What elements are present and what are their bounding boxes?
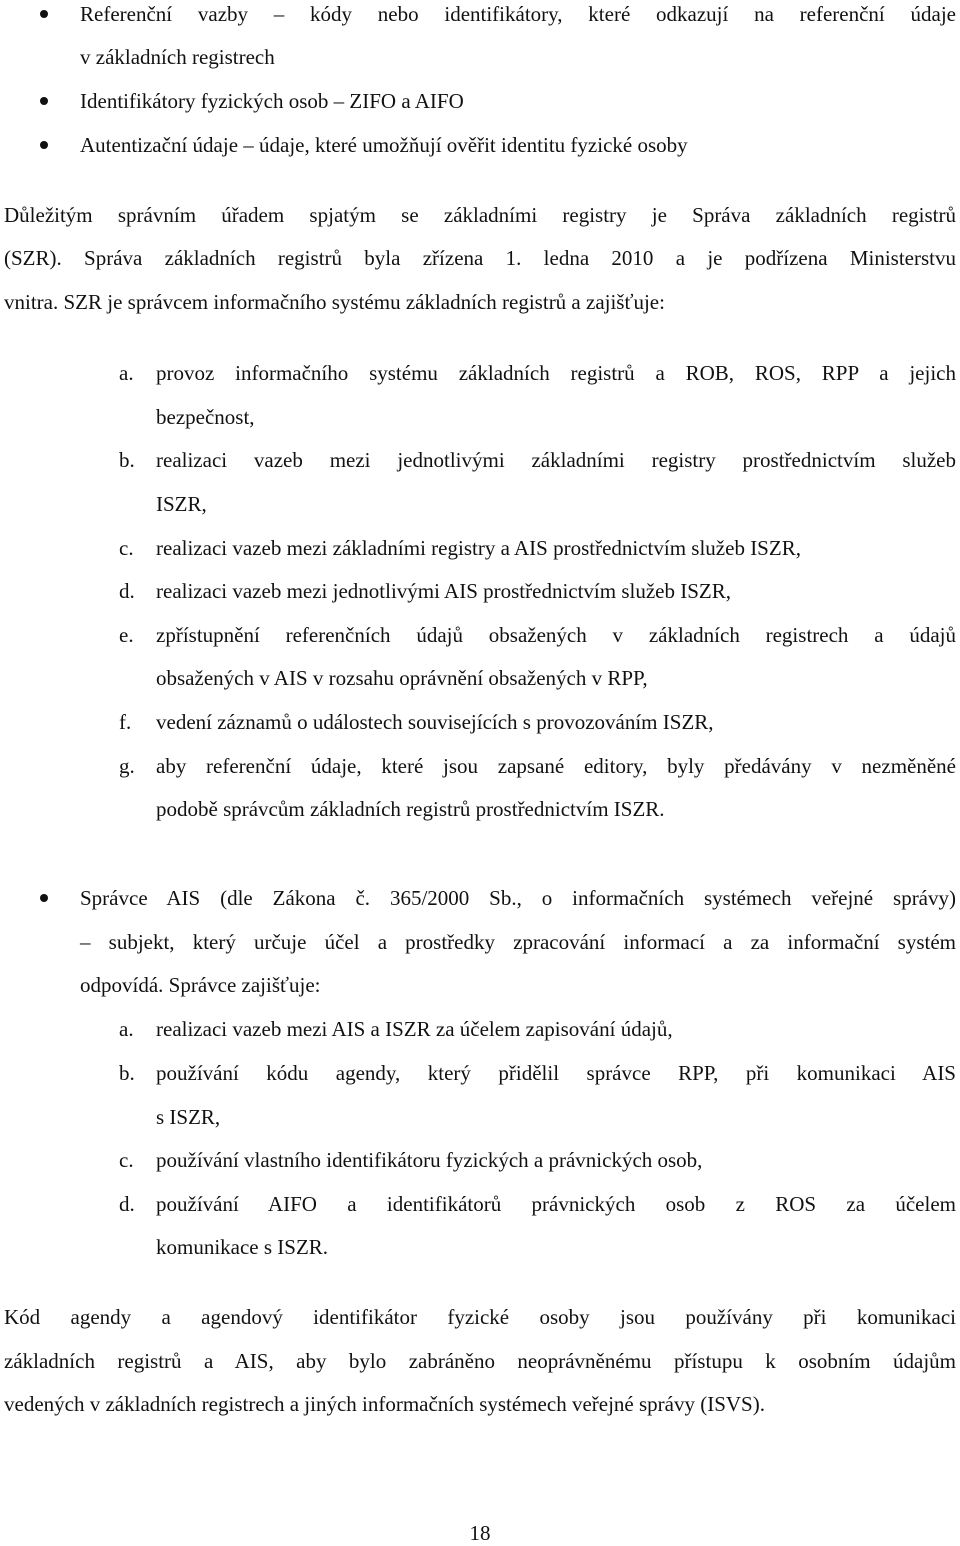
- bullet-ais-line-1: Správce AIS (dle Zákona č. 365/2000 Sb., o informačních systémech veřejné správy): [80, 886, 956, 910]
- list-item-d: realizaci vazeb mezi jednotlivými AIS prostřednictvím služeb ISZR,: [156, 579, 732, 603]
- para1-line-2: (SZR). Správa základních registrů byla zřízena 1. ledna 2010 a je podřízena Ministerstvu: [4, 246, 956, 270]
- list-item-e-line-1: zpřístupnění referenčních údajů obsažených v základních registrech a údajů: [156, 623, 956, 647]
- bullet-item-1-line-1: Referenční vazby – kódy nebo identifikátory, které odkazují na referenční údaje: [80, 2, 956, 26]
- list-marker: d.: [119, 1192, 135, 1216]
- bullet-item-2: Identifikátory fyzických osob – ZIFO a AIFO: [80, 89, 464, 113]
- ais-item-b-line-1: používání kódu agendy, který přidělil správce RPP, při komunikaci AIS: [156, 1061, 956, 1085]
- list-marker: c.: [119, 1148, 134, 1172]
- para2-line-3: vedených v základních registrech a jiných informačních systémech veřejné správy (ISVS).: [4, 1392, 765, 1416]
- bullet-dot: [40, 141, 48, 149]
- bullet-ais-line-2: – subjekt, který určuje účel a prostředky zpracování informací a za informační systém: [80, 930, 956, 954]
- para1-line-1: Důležitým správním úřadem spjatým se základními registry je Správa základních registrů: [4, 203, 956, 227]
- page-number: 18: [469, 1521, 491, 1545]
- ais-item-c: používání vlastního identifikátoru fyzických a právnických osob,: [156, 1148, 703, 1172]
- bullet-item-3: Autentizační údaje – údaje, které umožňují ověřit identitu fyzické osoby: [80, 133, 688, 157]
- list-marker: a.: [119, 1017, 134, 1041]
- bullet-dot: [40, 97, 48, 105]
- list-marker: d.: [119, 579, 135, 603]
- list-marker: c.: [119, 536, 134, 560]
- list-marker: b.: [119, 1061, 135, 1085]
- ais-item-d-line-1: používání AIFO a identifikátorů právnických osob z ROS za účelem: [156, 1192, 956, 1216]
- ais-item-b-line-2: s ISZR,: [156, 1105, 221, 1129]
- list-item-a-line-1: provoz informačního systému základních registrů a ROB, ROS, RPP a jejich: [156, 361, 956, 385]
- list-item-e-line-2: obsažených v AIS v rozsahu oprávnění obsažených v RPP,: [156, 666, 648, 690]
- list-marker: f.: [119, 710, 132, 734]
- list-marker: b.: [119, 448, 135, 472]
- bullet-dot: [40, 894, 48, 902]
- list-item-b-line-1: realizaci vazeb mezi jednotlivými základními registry prostřednictvím služeb: [156, 448, 956, 472]
- list-item-g-line-2: podobě správcům základních registrů prostřednictvím ISZR.: [156, 797, 665, 821]
- list-marker: a.: [119, 361, 134, 385]
- list-item-b-line-2: ISZR,: [156, 492, 207, 516]
- list-item-f: vedení záznamů o událostech souvisejících s provozováním ISZR,: [156, 710, 714, 734]
- para1-line-3: vnitra. SZR je správcem informačního systému základních registrů a zajišťuje:: [4, 290, 665, 314]
- bullet-ais-line-3: odpovídá. Správce zajišťuje:: [80, 973, 321, 997]
- para2-line-2: základních registrů a AIS, aby bylo zabráněno neoprávněnému přístupu k osobním údajům: [4, 1349, 956, 1373]
- list-item-g-line-1: aby referenční údaje, které jsou zapsané editory, byly předávány v nezměněné: [156, 754, 956, 778]
- ais-item-a: realizaci vazeb mezi AIS a ISZR za účelem zapisování údajů,: [156, 1017, 673, 1041]
- list-item-c: realizaci vazeb mezi základními registry a AIS prostřednictvím služeb ISZR,: [156, 536, 801, 560]
- ais-item-d-line-2: komunikace s ISZR.: [156, 1235, 329, 1259]
- list-marker: g.: [119, 754, 135, 778]
- list-item-a-line-2: bezpečnost,: [156, 405, 255, 429]
- list-marker: e.: [119, 623, 134, 647]
- para2-line-1: Kód agendy a agendový identifikátor fyzické osoby jsou používány při komunikaci: [4, 1305, 956, 1329]
- bullet-item-1-line-2: v základních registrech: [80, 45, 275, 69]
- bullet-dot: [40, 10, 48, 18]
